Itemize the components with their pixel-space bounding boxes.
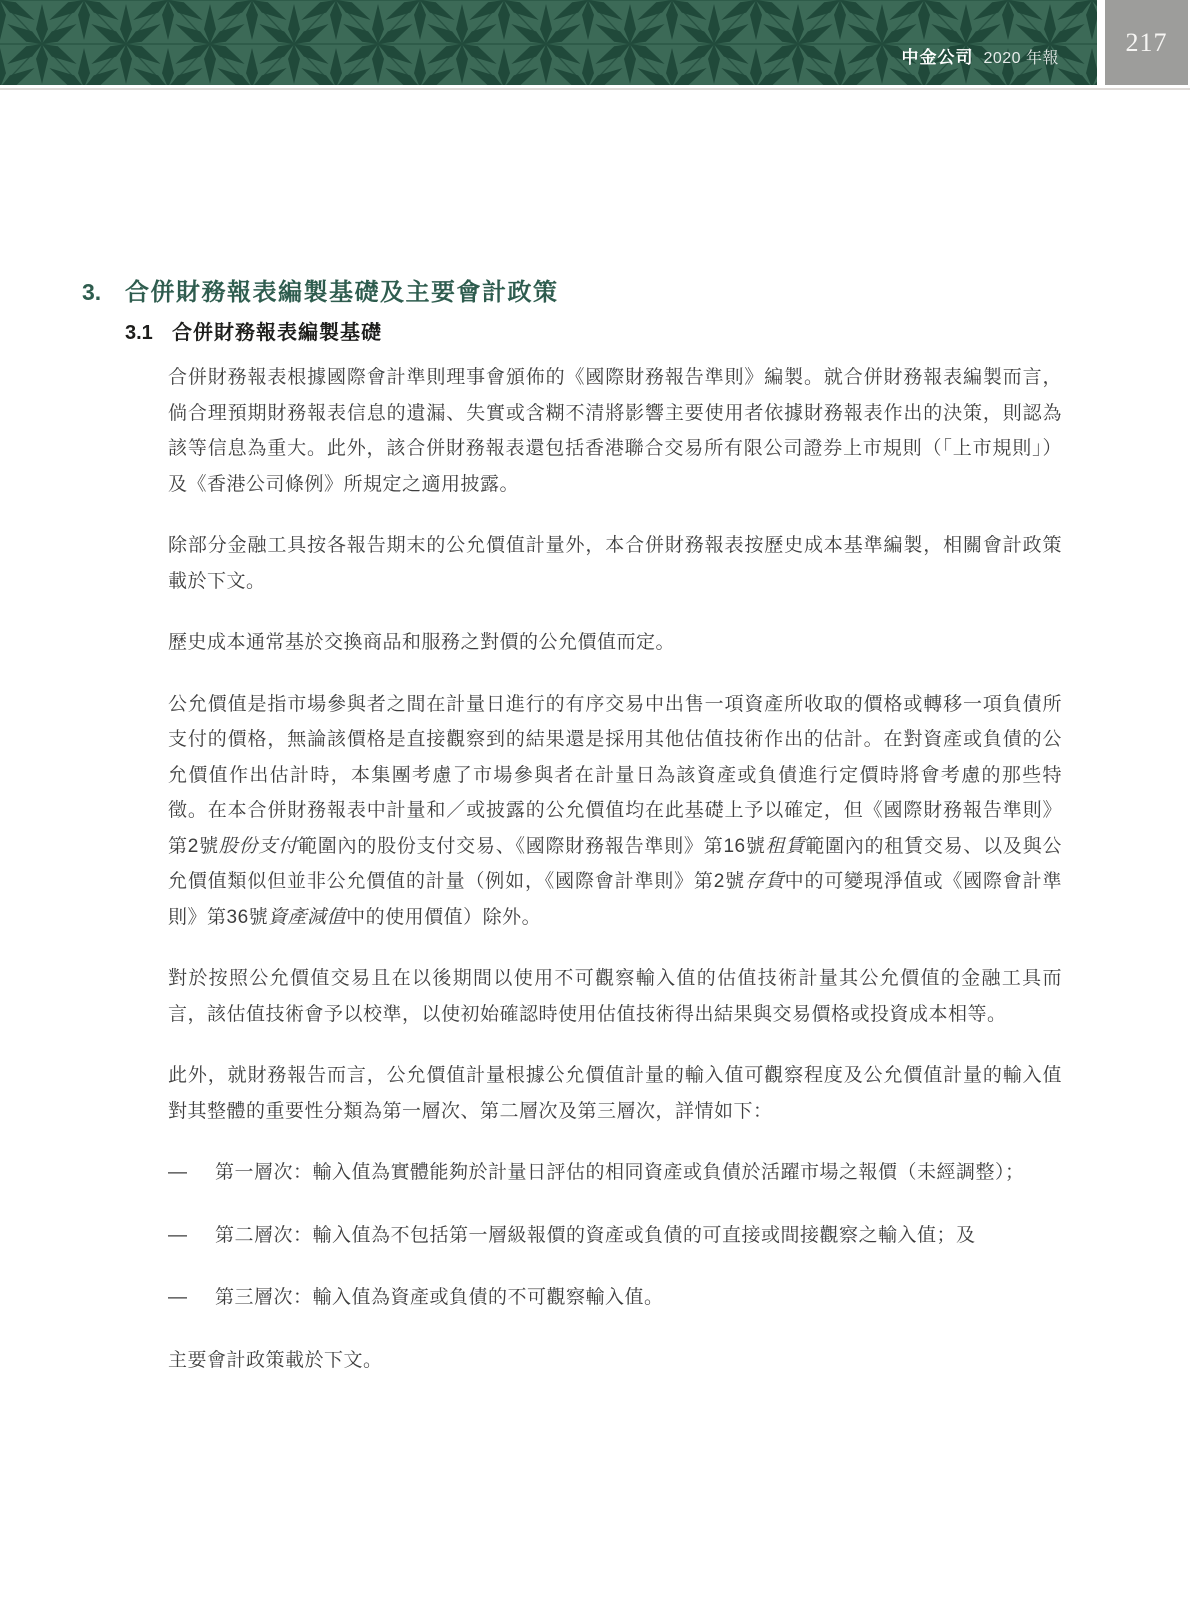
body-paragraph	[168, 1058, 1062, 1129]
paragraph-text: 中的可變現淨值或《國際會計準則》第36號	[168, 871, 1062, 928]
section-number: 3.	[82, 279, 102, 305]
list-item	[168, 1155, 1062, 1191]
standard-name-italic: 租賃	[765, 835, 806, 857]
body-paragraph	[168, 625, 1062, 661]
standard-name-italic: 資產減值	[268, 906, 347, 928]
fair-value-level-list	[168, 1155, 1062, 1316]
page-number: 217	[1125, 27, 1168, 57]
paragraph-text: 除部分金融工具按各報告期末的公允價值計量外，本合併財務報表按歷史成本基準編製，相關會計政策載於下文。	[168, 535, 1062, 592]
dash-marker: —	[168, 1162, 188, 1183]
body-paragraph	[168, 687, 1062, 936]
section-title: 合併財務報表編製基礎及主要會計政策	[125, 279, 559, 306]
body-paragraph	[168, 360, 1062, 502]
paragraph-text: 歷史成本通常基於交換商品和服務之對價的公允價值而定。	[168, 632, 676, 653]
header-decorative-band	[0, 0, 1097, 85]
paragraph-text: 範圍內的股份支付交易、《國際財務報告準則》第16號	[297, 835, 766, 857]
report-edition: 2020 年報	[983, 50, 1059, 67]
list-item-text: 第二層次：輸入值為不包括第一層級報價的資產或負債的可直接或間接觀察之輸入值；及	[215, 1224, 976, 1246]
paragraph-list	[168, 360, 1062, 1129]
subsection-number: 3.1	[125, 322, 153, 344]
body-paragraph	[168, 528, 1062, 599]
dash-marker: —	[168, 1224, 188, 1246]
closing-paragraph: 主要會計政策載於下文。	[168, 1349, 383, 1371]
paragraph-text: 此外，就財務報告而言，公允價值計量根據公允價值計量的輸入值可觀察程度及公允價值計量的輸入值對其整體的重要性分類為第一層次、第二層次及第三層次，詳情如下：	[168, 1065, 1062, 1122]
section-heading	[82, 272, 559, 307]
subsection-title: 合併財務報表編製基礎	[172, 322, 382, 344]
dash-marker: —	[168, 1287, 188, 1308]
note-body	[168, 360, 1062, 1378]
list-item	[168, 1280, 1062, 1316]
page-number-box	[1105, 0, 1188, 85]
list-item-text: 第一層次：輸入值為實體能夠於計量日評估的相同資產或負債於活躍市場之報價（未經調整）；	[215, 1162, 1025, 1183]
paragraph-text: 範圍內的租賃交易、以及與公允價值類似但並非公允價值的計量（例如，《國際會計準則》第2號	[168, 835, 1062, 892]
standard-name-italic: 股份支付	[218, 835, 298, 857]
header-divider	[0, 88, 1190, 90]
subsection-heading	[125, 316, 382, 345]
paragraph-text: 公允價值是指市場參與者之間在計量日進行的有序交易中出售一項資產所收取的價格或轉移一項負債所支付的價格，無論該價格是直接觀察到的結果還是採用其他估值技術作出的估計。在對資產或負債的公允價值作出估計時，本集團考慮了市場參與者在計量日為該資產或負債進行定價時將會考慮的那些特徵。在本合併財務報表中計量和／或披露的公允價值均在此基礎上予以確定，但《國際財務報告準則》第2號	[168, 693, 1062, 857]
paragraph-text: 中的使用價值）除外。	[346, 906, 542, 928]
list-item	[168, 1218, 1062, 1254]
paragraph-text: 對於按照公允價值交易且在以後期間以使用不可觀察輸入值的估值技術計量其公允價值的金融工具而言，該估值技術會予以校準，以使初始確認時使用估值技術得出結果與交易價格或投資成本相等。	[168, 968, 1062, 1025]
body-paragraph	[168, 961, 1062, 1032]
standard-name-italic: 存貨	[745, 871, 785, 892]
report-header-text	[901, 43, 1059, 68]
list-item-text: 第三層次：輸入值為資產或負債的不可觀察輸入值。	[215, 1287, 664, 1308]
paragraph-text: 合併財務報表根據國際會計準則理事會頒佈的《國際財務報告準則》編製。就合併財務報表編製而言，倘合理預期財務報表信息的遺漏、失實或含糊不清將影響主要使用者依據財務報表作出的決策，則認為該等信息為重大。此外，該合併財務報表還包括香港聯合交易所有限公司證券上市規則（「上市規則」）及《香港公司條例》所規定之適用披露。	[168, 367, 1062, 495]
company-name: 中金公司	[901, 48, 974, 67]
